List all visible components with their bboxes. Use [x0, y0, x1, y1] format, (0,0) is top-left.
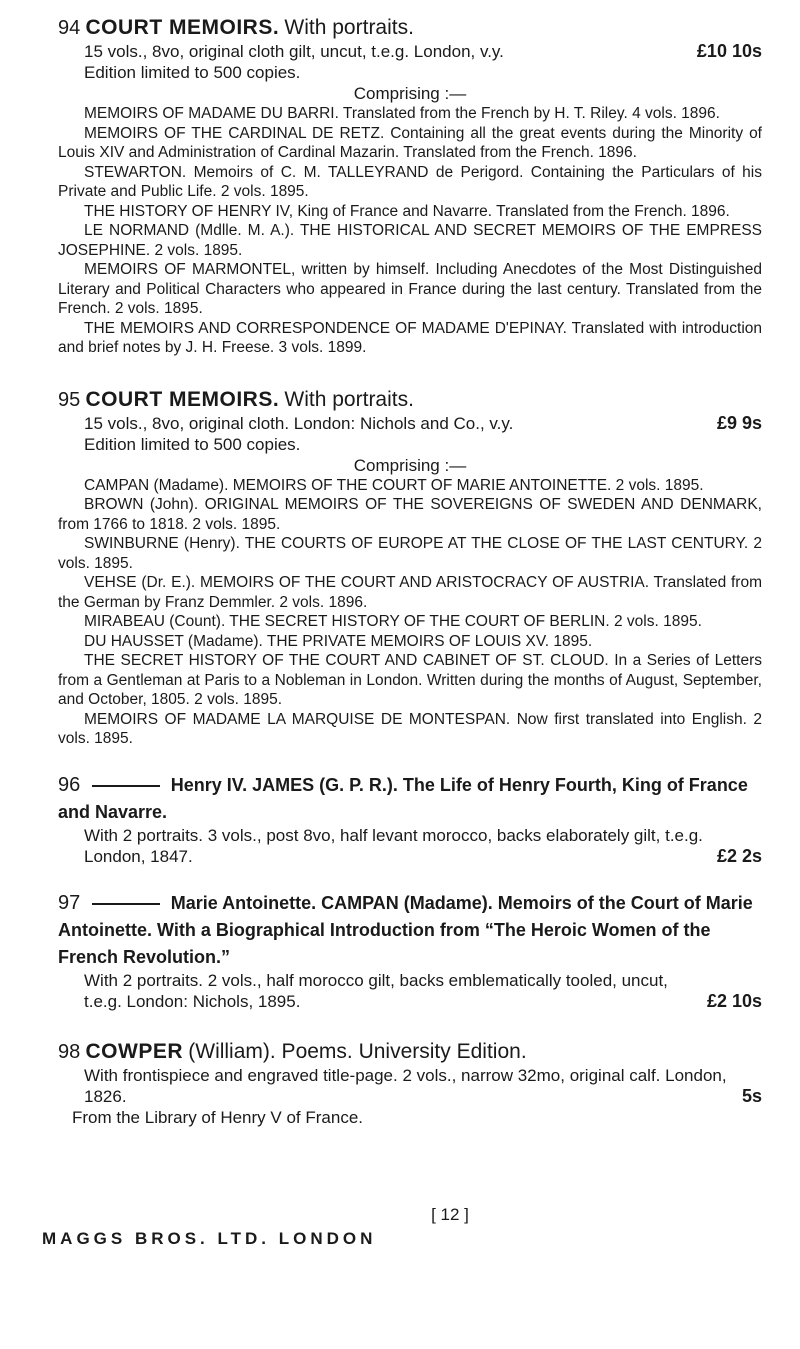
entry-description: 15 vols., 8vo, original cloth. London: Nichols and Co., v.y. [84, 413, 514, 433]
entry-price: £9 9s [716, 412, 762, 433]
entry-description-row [58, 413, 762, 434]
comprising-label: Comprising :— [353, 84, 467, 103]
entry-number: 94 [58, 17, 81, 39]
entry-description-row [58, 41, 762, 62]
entry-heading [58, 771, 762, 825]
entry-edition: Edition limited to 500 copies. [84, 63, 301, 82]
list-item: LE NORMAND (Mdlle. M. A.). THE HISTORICAL AND SECRET MEMOIRS OF THE EMPRESS JOSEPHINE. 2 vols. 1895. [58, 222, 762, 259]
entry-title: COWPER [85, 1039, 183, 1063]
entry-heading [58, 386, 762, 413]
entry-description-row [58, 1065, 762, 1107]
list-item: DU HAUSSET (Madame). THE PRIVATE MEMOIRS OF LOUIS XV. 1895. [84, 632, 593, 650]
entry-heading [58, 14, 762, 41]
entry-number: 95 [58, 388, 81, 411]
page-footer [0, 1205, 800, 1249]
entry-title: COURT MEMOIRS. [85, 387, 280, 411]
list-item: STEWARTON. Memoirs of C. M. TALLEYRAND de Perigord. Containing the Particulars of his Private and Public Life. 2 vols. 1895. [58, 163, 762, 200]
entry-title: Marie Antoinette. CAMPAN (Madame). Memoirs of the Court of Marie Antoinette. With a Biographical Introduction from “The Heroic Women of the French Revolution.” [58, 892, 753, 967]
entry-number: 98 [58, 1040, 81, 1063]
ditto-dash [92, 785, 160, 787]
list-item: MEMOIRS OF MADAME DU BARRI. Translated from the French by H. T. Riley. 4 vols. 1896. [84, 105, 720, 122]
entry-provenance-note: From the Library of Henry V of France. [72, 1107, 363, 1127]
entry-subtitle: (William). Poems. University Edition. [188, 1039, 527, 1063]
list-item: BROWN (John). ORIGINAL MEMOIRS OF THE SOVEREIGNS OF SWEDEN AND DENMARK, from 1766 to 1818. 2 vols. 1895. [58, 496, 762, 533]
entry-description: With frontispiece and engraved title-page. 2 vols., narrow 32mo, original calf. London, 1826. [84, 1065, 727, 1106]
list-item: THE HISTORY OF HENRY IV, King of France and Navarre. Translated from the French. 1896. [84, 202, 730, 220]
entry-subtitle: With portraits. [284, 387, 414, 411]
list-item: MEMOIRS OF THE CARDINAL DE RETZ. Containing all the great events during the Minority of Louis XIV and Administration of Cardinal Mazarin. Translated from the French. 1896. [58, 124, 762, 161]
entry-number: 97 [58, 891, 81, 914]
catalogue-entry-94 [58, 14, 762, 358]
entry-description-row [58, 970, 762, 1012]
entry-edition: Edition limited to 500 copies. [84, 434, 301, 454]
comprising-label: Comprising :— [353, 455, 467, 475]
entry-description-row [58, 825, 762, 867]
entry-price: £2 2s [716, 845, 762, 866]
entry-heading [58, 1038, 762, 1065]
list-item: MEMOIRS OF MADAME LA MARQUISE DE MONTESPAN. Now first translated into English. 2 vols. 1895. [58, 710, 762, 747]
entry-title: COURT MEMOIRS. [85, 16, 280, 39]
catalogue-entry-97 [58, 889, 762, 1012]
list-item: THE MEMOIRS AND CORRESPONDENCE OF MADAME D'EPINAY. Translated with introduction and brief notes by J. H. Freese. 3 vols. 1899. [58, 319, 762, 356]
entry-price: £2 10s [706, 990, 762, 1011]
catalogue-entry-95 [58, 386, 762, 749]
list-item: MEMOIRS OF MARMONTEL, written by himself. Including Anecdotes of the Most Distinguished Literary and Political Characters who appeared in France during the last century. Translated from the French. 2 vols. 1895. [58, 261, 762, 317]
list-item: VEHSE (Dr. E.). MEMOIRS OF THE COURT AND ARISTOCRACY OF AUSTRIA. Translated from the German by Franz Demmler. 2 vols. 1896. [58, 574, 762, 611]
entry-title: Henry IV. JAMES (G. P. R.). The Life of Henry Fourth, King of France and Navarre. [58, 774, 748, 822]
list-item: CAMPAN (Madame). MEMOIRS OF THE COURT OF MARIE ANTOINETTE. 2 vols. 1895. [84, 476, 704, 494]
entry-price: 5s [741, 1085, 762, 1106]
ditto-dash [92, 903, 160, 905]
entry-description: With 2 portraits. 3 vols., post 8vo, half levant morocco, backs elaborately gilt, t.e.g. London, 1847. [84, 825, 703, 866]
entry-number: 96 [58, 773, 81, 796]
entry-description: 15 vols., 8vo, original cloth gilt, uncut, t.e.g. London, v.y. [84, 42, 504, 61]
catalogue-entry-96 [58, 771, 762, 867]
entry-subtitle: With portraits. [284, 16, 414, 39]
page-number: [ 12 ] [431, 1205, 469, 1224]
publisher-name: MAGGS BROS. LTD. LONDON [42, 1229, 377, 1248]
catalogue-entry-98 [58, 1038, 762, 1128]
entry-heading [58, 889, 762, 970]
list-item: THE SECRET HISTORY OF THE COURT AND CABINET OF ST. CLOUD. In a Series of Letters from a Gentleman at Paris to a Nobleman in London. Written during the months of August, September, and October, 1805. 2 vols. 1895. [58, 652, 762, 708]
entry-description: With 2 portraits. 2 vols., half morocco gilt, backs emblematically tooled, uncut, t.e.g. London: Nichols, 1895. [84, 970, 668, 1011]
entry-price: £10 10s [696, 41, 762, 61]
list-item: MIRABEAU (Count). THE SECRET HISTORY OF THE COURT OF BERLIN. 2 vols. 1895. [84, 613, 702, 630]
list-item: SWINBURNE (Henry). THE COURTS OF EUROPE AT THE CLOSE OF THE LAST CENTURY. 2 vols. 1895. [58, 535, 762, 572]
